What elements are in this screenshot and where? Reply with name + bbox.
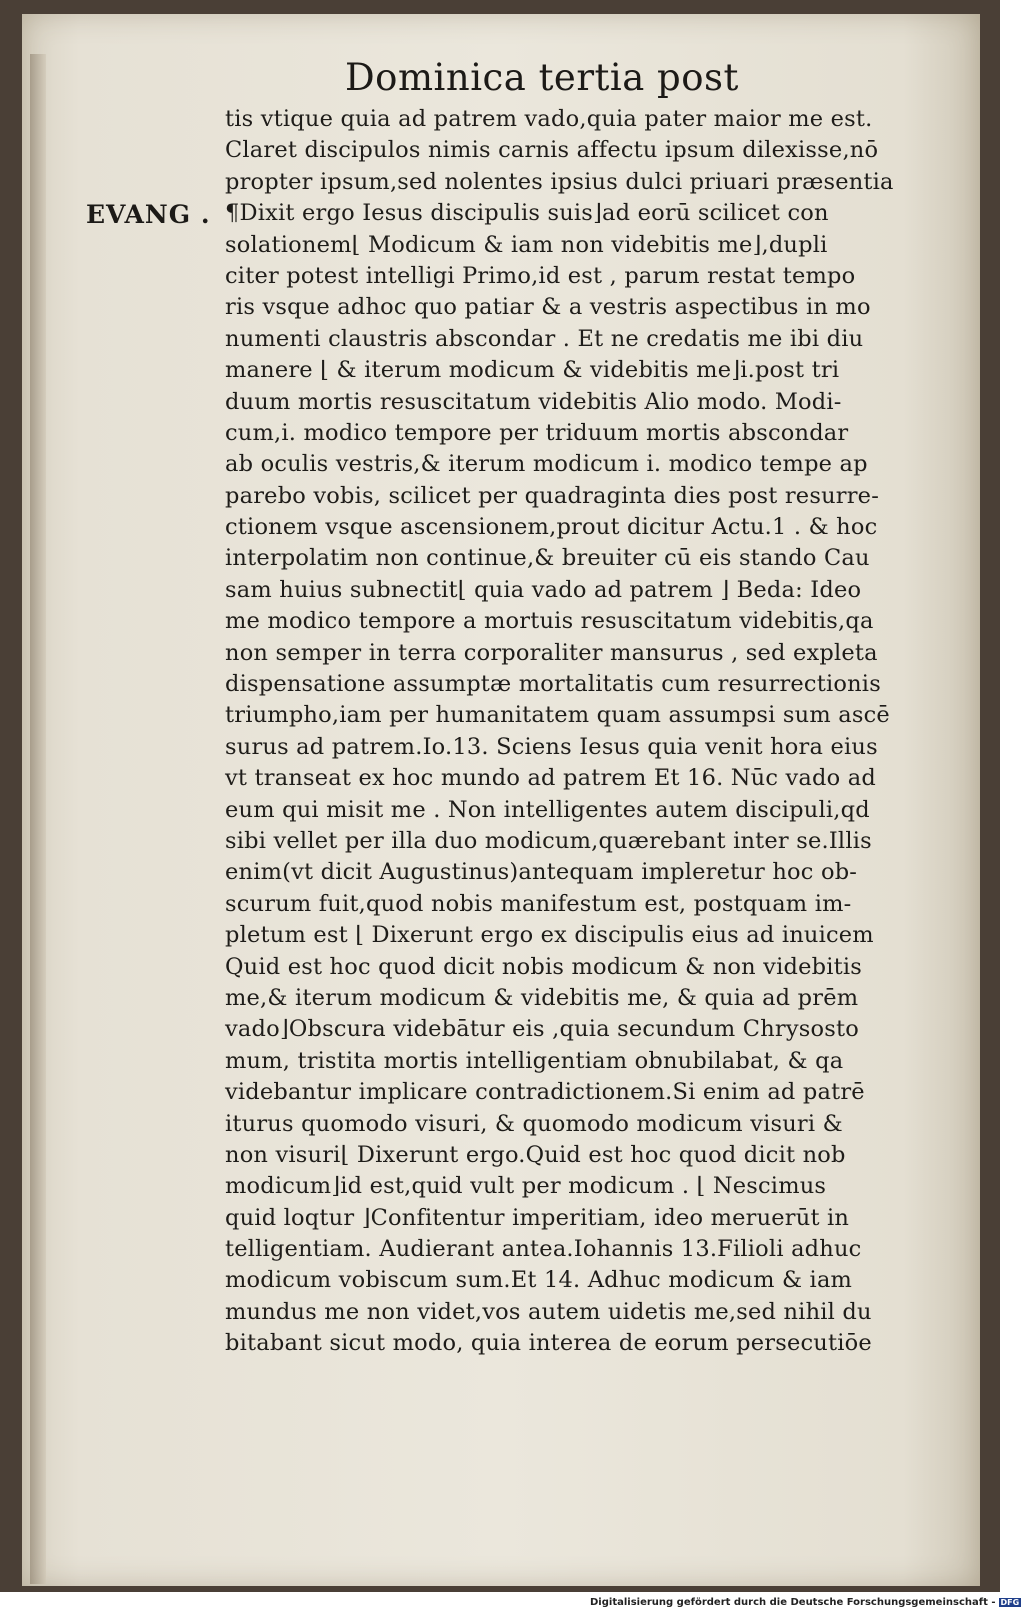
text-line: bitabant sicut modo, quia interea de eorum persecutiōe bbox=[225, 1330, 872, 1357]
text-line: enim(vt dicit Augustinus)antequam impleretur hoc ob- bbox=[225, 859, 858, 886]
text-line: modicum vobiscum sum.Et 14. Adhuc modicum & iam bbox=[225, 1267, 853, 1294]
text-line: modicum⌋id est,quid vult per modicum . ⌊ Nescimus bbox=[225, 1173, 827, 1200]
text-line: Quid est hoc quod dicit nobis modicum & non videbitis bbox=[225, 953, 862, 980]
text-line: triumpho,iam per humanitatem quam assumpsi sum ascē bbox=[225, 702, 890, 729]
text-line: surus ad patrem.Io.13. Sciens Iesus quia venit hora eius bbox=[225, 733, 878, 760]
text-line: dispensatione assumptæ mortalitatis cum resurrectionis bbox=[225, 671, 881, 698]
footer-credit bbox=[590, 1597, 1020, 1608]
footer-credit-text: Digitalisierung gefördert durch die Deutsche Forschungsgemeinschaft - bbox=[590, 1597, 996, 1608]
text-line: Claret discipulos nimis carnis affectu ipsum dilexisse,nō bbox=[225, 137, 879, 164]
text-line: iturus quomodo visuri, & quomodo modicum visuri & bbox=[225, 1110, 843, 1137]
text-line: propter ipsum,sed nolentes ipsius dulci priuari præsentia bbox=[225, 168, 894, 195]
text-line: me modico tempore a mortuis resuscitatum videbitis,qa bbox=[225, 608, 874, 635]
text-line: manere ⌊ & iterum modicum & videbitis me⌋i.post tri bbox=[225, 357, 840, 384]
dfg-logo: DFG bbox=[1000, 1597, 1020, 1607]
text-line: sibi vellet per illa duo modicum,quærebant inter se.Illis bbox=[225, 827, 872, 854]
text-line: scurum fuit,quod nobis manifestum est, postquam im- bbox=[225, 890, 852, 917]
running-head: Dominica tertia post bbox=[345, 56, 739, 99]
text-line: solationem⌊ Modicum & iam non videbitis me⌋,dupli bbox=[225, 231, 828, 258]
text-line: ab oculis vestris,& iterum modicum i. modico tempe ap bbox=[225, 451, 868, 478]
text-line: duum mortis resuscitatum videbitis Alio modo. Modi- bbox=[225, 388, 842, 415]
text-line: pletum est ⌊ Dixerunt ergo ex discipulis eius ad inuicem bbox=[225, 922, 874, 949]
text-line: sam huius subnectit⌊ quia vado ad patrem ⌋ Beda: Ideo bbox=[225, 576, 862, 603]
text-line: ctionem vsque ascensionem,prout dicitur Actu.1 . & hoc bbox=[225, 514, 878, 541]
text-line: parebo vobis, scilicet per quadraginta dies post resurre- bbox=[225, 482, 879, 509]
text-line: mundus me non videt,vos autem uidetis me,sed nihil du bbox=[225, 1298, 872, 1325]
text-line: ris vsque adhoc quo patiar & a vestris aspectibus in mo bbox=[225, 294, 871, 321]
text-line: mum, tristita mortis intelligentiam obnubilabat, & qa bbox=[225, 1047, 844, 1074]
text-line: telligentiam. Audierant antea.Iohannis 13.Filioli adhuc bbox=[225, 1236, 862, 1263]
text-line: numenti claustris abscondar . Et ne credatis me ibi diu bbox=[225, 325, 864, 352]
text-line: vt transeat ex hoc mundo ad patrem Et 16. Nūc vado ad bbox=[225, 765, 876, 792]
text-line: citer potest intelligi Primo,id est , parum restat tempo bbox=[225, 262, 856, 289]
text-line: non semper in terra corporaliter mansurus , sed expleta bbox=[225, 639, 878, 666]
text-line: vado⌋Obscura videbātur eis ,quia secundum Chrysosto bbox=[225, 1016, 859, 1043]
text-line: videbantur implicare contradictionem.Si enim ad patrē bbox=[225, 1079, 865, 1106]
text-line: ¶Dixit ergo Iesus discipulis suis⌋ad eorū scilicet con bbox=[225, 200, 829, 227]
text-line: eum qui misit me . Non intelligentes autem discipuli,qd bbox=[225, 796, 870, 823]
text-line: me,& iterum modicum & videbitis me, & quia ad prēm bbox=[225, 984, 859, 1011]
page-gutter-edge bbox=[30, 54, 46, 1584]
text-line: interpolatim non continue,& breuiter cū eis stando Cau bbox=[225, 545, 870, 572]
body-text-block bbox=[225, 104, 960, 1360]
text-line: tis vtique quia ad patrem vado,quia pater maior me est. bbox=[225, 106, 873, 132]
text-line: cum,i. modico tempore per triduum mortis abscondar bbox=[225, 419, 849, 446]
margin-note-evang: EVANG . bbox=[86, 200, 211, 229]
text-line: quid loqtur ⌋Confitentur imperitiam, ideo meruerūt in bbox=[225, 1204, 850, 1231]
text-line: non visuri⌊ Dixerunt ergo.Quid est hoc quod dicit nob bbox=[225, 1141, 846, 1168]
